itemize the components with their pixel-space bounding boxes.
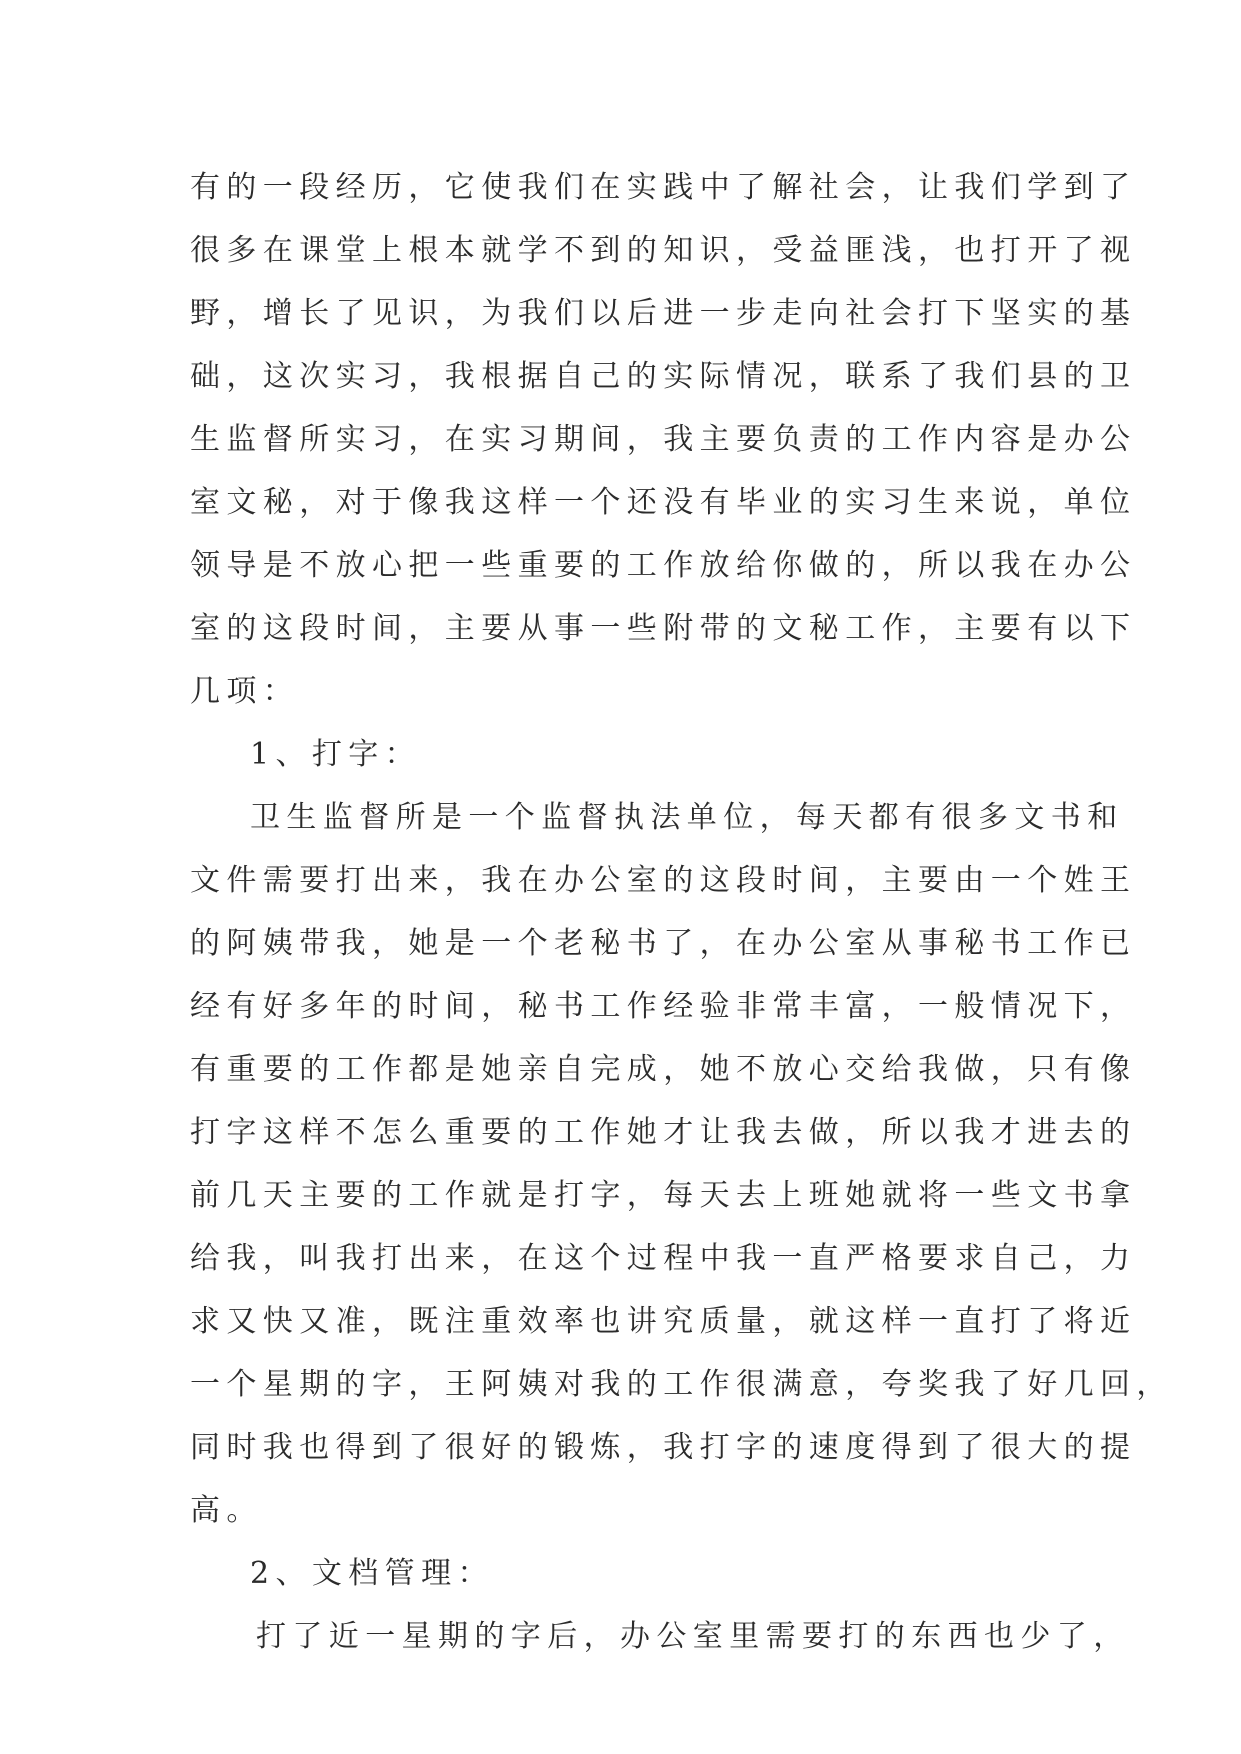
text-line: 室的这段时间，主要从事一些附带的文秘工作，主要有以下 [190, 611, 1137, 646]
text-line: 几项： [190, 674, 300, 709]
paragraph-first-line: 打了近一星期的字后，办公室里需要打的东西也少了， [256, 1619, 1130, 1654]
text-line: 很多在课堂上根本就学不到的知识，受益匪浅，也打开了视 [190, 233, 1137, 268]
text-line: 础，这次实习，我根据自己的实际情况，联系了我们县的卫 [190, 359, 1137, 394]
text-line: 室文秘，对于像我这样一个还没有毕业的实习生来说，单位 [190, 485, 1137, 520]
text-line: 野，增长了见识，为我们以后进一步走向社会打下坚实的基 [190, 296, 1137, 331]
text-line: 的阿姨带我，她是一个老秘书了，在办公室从事秘书工作已 [190, 926, 1137, 961]
text-line: 一个星期的字，王阿姨对我的工作很满意，夸奖我了好几回， [190, 1367, 1173, 1402]
paragraph-first-line: 卫生监督所是一个监督执法单位，每天都有很多文书和 [250, 800, 1124, 835]
section-heading-document-management: 2、文档管理： [250, 1556, 494, 1591]
text-line: 高。 [190, 1493, 263, 1528]
text-line: 领导是不放心把一些重要的工作放给你做的，所以我在办公 [190, 548, 1137, 583]
text-line: 同时我也得到了很好的锻炼，我打字的速度得到了很大的提 [190, 1430, 1137, 1465]
text-line: 求又快又准，既注重效率也讲究质量，就这样一直打了将近 [190, 1304, 1137, 1339]
text-line: 有的一段经历，它使我们在实践中了解社会，让我们学到了 [190, 170, 1137, 205]
text-line: 前几天主要的工作就是打字，每天去上班她就将一些文书拿 [190, 1178, 1137, 1213]
document-body [190, 156, 1173, 1668]
text-line: 文件需要打出来，我在办公室的这段时间，主要由一个姓王 [190, 863, 1137, 898]
section-heading-typing: 1、打字： [250, 737, 422, 772]
text-line: 有重要的工作都是她亲自完成，她不放心交给我做，只有像 [190, 1052, 1137, 1087]
text-line: 生监督所实习，在实习期间，我主要负责的工作内容是办公 [190, 422, 1137, 457]
text-line: 打字这样不怎么重要的工作她才让我去做，所以我才进去的 [190, 1115, 1137, 1150]
text-line: 经有好多年的时间，秘书工作经验非常丰富，一般情况下， [190, 989, 1137, 1024]
text-line: 给我，叫我打出来，在这个过程中我一直严格要求自己，力 [190, 1241, 1137, 1276]
